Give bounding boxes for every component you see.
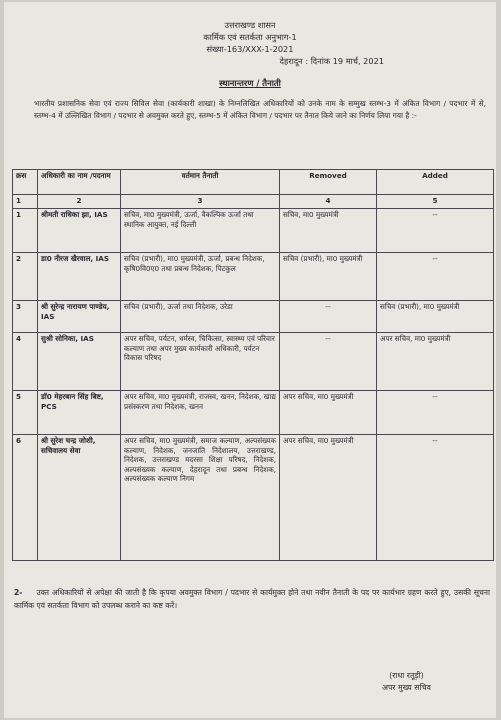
added-charge: अपर सचिव, मा0 मुख्यमंत्री — [377, 333, 494, 391]
officer-name: डा0 नीरज खैरवाल, IAS — [38, 253, 121, 301]
column-number-row — [13, 195, 494, 209]
officer-name: सुश्री सोनिका, IAS — [38, 333, 121, 391]
added-charge: सचिव (प्रभारी), मा0 मुख्यमंत्री — [377, 301, 494, 333]
officer-name: श्री सुरेश चन्द्र जोशी, सचिवालय सेवा — [38, 435, 121, 561]
document-page — [4, 2, 496, 718]
removed-charge: -- — [280, 301, 377, 333]
table-row — [13, 435, 494, 561]
removed-charge: सचिव (प्रभारी), मा0 मुख्यमंत्री — [280, 253, 377, 301]
removed-charge: अपर सचिव, मा0 मुख्यमंत्री — [280, 391, 377, 435]
header-order-number: संख्या-163/XXX-1-2021 — [206, 44, 294, 54]
signatory-designation: अपर मुख्य सचिव — [382, 683, 431, 692]
added-charge: -- — [377, 435, 494, 561]
header-removed: Removed — [280, 170, 377, 195]
col-number: 2 — [38, 195, 121, 209]
row-serial: 6 — [13, 435, 38, 561]
added-charge: -- — [377, 209, 494, 253]
transfer-table — [12, 169, 494, 561]
subject-title: स्थानान्तरण / तैनाती — [219, 78, 281, 88]
current-posting: सचिव (प्रभारी), ऊर्जा तथा निदेशक, उरेडा — [121, 301, 280, 333]
current-posting: अपर सचिव, मा0 मुख्यमंत्री, समाज कल्याण, अल्पसंख्यक कल्याण, निदेशक, जनजाति निदेशालय, उत्तराखण्ड, निदेशक, उत्तराखण्ड मदरसा शिक्षा परिषद, निदेशक, अल्पसंख्यक कल्याण, देहरादून तथा प्रबन्ध निदेशक, अल्पसंख्यक कल्याण निगम — [121, 435, 280, 561]
col-number: 1 — [13, 195, 38, 209]
added-charge: -- — [377, 253, 494, 301]
header-officer-name: अधिकारी का नाम /पदनाम — [38, 170, 121, 195]
officer-name: श्री सुरेन्द्र नारायण पाण्डेय, IAS — [38, 301, 121, 333]
row-serial: 2 — [13, 253, 38, 301]
table-row — [13, 253, 494, 301]
removed-charge: सचिव, मा0 मुख्यमंत्री — [280, 209, 377, 253]
header-added: Added — [377, 170, 494, 195]
table-row — [13, 391, 494, 435]
intro-paragraph: भारतीय प्रशासनिक सेवा एवं राज्य सिविल सेवा (कार्यकारी शाखा) के निम्नलिखित अधिकारियों को उनके नाम के सम्मुख स्तम्भ-3 में अंकित विभाग / पदभार में से, स्तम्भ-4 में उल्लिखित विभाग / पदभार से अवमुक्त करते हुए, स्तम्भ-5 में अंकित विभाग / पदभार पर तैनात किये जाने का निर्णय लिया गया है :- — [34, 99, 486, 120]
paragraph-number: 2- — [14, 588, 23, 597]
header-department: कार्मिक एवं सतर्कता अनुभाग-1 — [203, 32, 297, 42]
header-date: देहरादून : दिनांक 19 मार्च, 2021 — [279, 56, 384, 66]
col-number: 5 — [377, 195, 494, 209]
header-government: उत्तराखण्ड शासन — [224, 20, 276, 30]
row-serial: 1 — [13, 209, 38, 253]
row-serial: 3 — [13, 301, 38, 333]
row-serial: 5 — [13, 391, 38, 435]
added-charge: -- — [377, 391, 494, 435]
header-serial: क्रस — [13, 170, 38, 195]
paragraph-text: उक्त अधिकारियों से अपेक्षा की जाती है कि कृपया अवमुक्त विभाग / पदभार से कार्यमुक्त होने तथा नवीन तैनाती के पद पर कार्यभार ग्रहण करते हुए, उसकी सूचना कार्मिक एवं सतर्कता विभाग को उपलब्ध कराने का कष्ट करें। — [14, 588, 490, 610]
current-posting: सचिव (प्रभारी), मा0 मुख्यमंत्री, ऊर्जा, प्रबन्ध निदेशक, कृषि0वि0ए0 तथा प्रबन्ध निदेशक, पिटकुल — [121, 253, 280, 301]
signatory-name: (राधा रतूड़ी) — [389, 671, 424, 680]
col-number: 4 — [280, 195, 377, 209]
table-row — [13, 301, 494, 333]
header-current-posting: वर्तमान तैनाती — [121, 170, 280, 195]
current-posting: अपर सचिव, पर्यटन, धर्मस्व, चिकित्सा, स्वास्थ्य एवं परिवार कल्याण तथा अपर मुख्य कार्यकारी अधिकारी, पर्यटन विकास परिषद — [121, 333, 280, 391]
paragraph-2 — [14, 586, 490, 612]
row-serial: 4 — [13, 333, 38, 391]
table-row — [13, 209, 494, 253]
removed-charge: अपर सचिव, मा0 मुख्यमंत्री — [280, 435, 377, 561]
table-row — [13, 333, 494, 391]
table-header-row — [13, 170, 494, 195]
current-posting: सचिव, मा0 मुख्यमंत्री, ऊर्जा, वैकल्पिक ऊर्जा तथा स्थानिक आयुक्त, नई दिल्ली — [121, 209, 280, 253]
officer-name: डॉ0 मेहरबान सिंह बिष्ट, PCS — [38, 391, 121, 435]
removed-charge: -- — [280, 333, 377, 391]
signature-block — [382, 670, 431, 694]
col-number: 3 — [121, 195, 280, 209]
officer-name: श्रीमती राधिका झा, IAS — [38, 209, 121, 253]
current-posting: अपर सचिव, मा0 मुख्यमंत्री, राजस्व, खनन, निदेशक, खाद्य प्रसंस्करण तथा निदेशक, खनन — [121, 391, 280, 435]
